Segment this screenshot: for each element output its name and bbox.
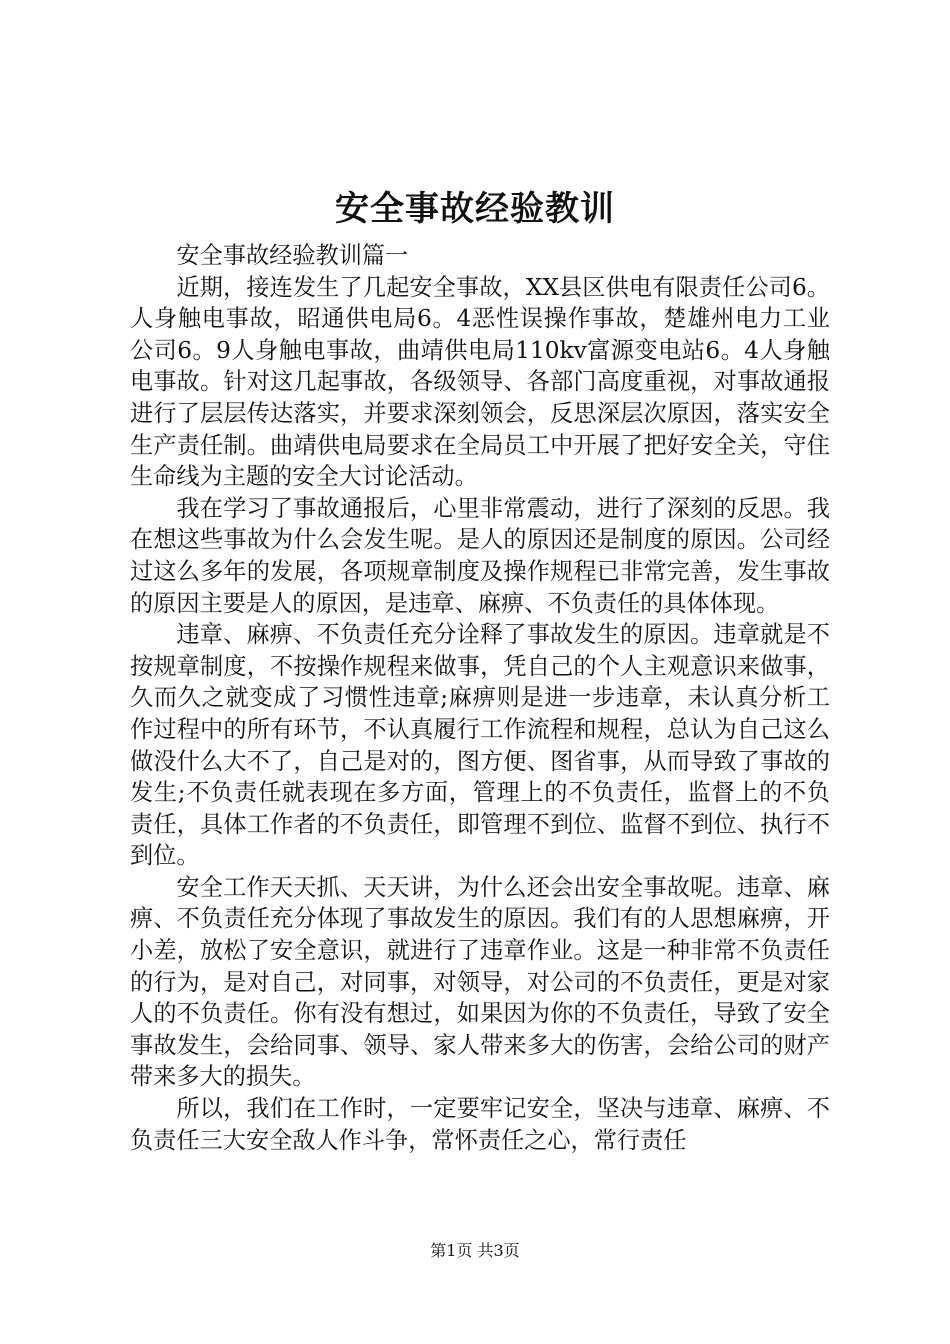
page-number-footer: 第1页 共3页 (430, 1241, 520, 1260)
paragraph-subtitle: 安全事故经验教训篇一 (176, 242, 409, 269)
paragraph-2: 我在学习了事故通报后，心里非常震动，进行了深刻的反思。我在想这些事故为什么会发生呢。是人的原因还是制度的原因。公司经过这么多年的发展，各项规章制度及操作规程已非常完善，发生事故的原因主要是人的原因，是违章、麻痹、不负责任的具体体现。 (130, 494, 830, 617)
paragraph-3: 违章、麻痹、不负责任充分诠释了事故发生的原因。违章就是不按规章制度，不按操作规程来做事，凭自己的个人主观意识来做事，久而久之就变成了习惯性违章;麻痹则是进一步违章，未认真分析工作过程中的所有环节，不认真履行工作流程和规程，总认为自己这么做没什么大不了，自己是对的，图方便、图省事，从而导致了事故的发生;不负责任就表现在多方面，管理上的不负责任，监督上的不负责任，具体工作者的不负责任，即管理不到位、监督不到位、执行不到位。 (130, 621, 830, 870)
document-title: 安全事故经验教训 (335, 189, 615, 229)
paragraph-4: 安全工作天天抓、天天讲，为什么还会出安全事故呢。违章、麻痹、不负责任充分体现了事故发生的原因。我们有的人思想麻痹，开小差，放松了安全意识，就进行了违章作业。这是一种非常不负责任的行为，是对自己，对同事，对领导，对公司的不负责任，更是对家人的不负责任。你有没有想过，如果因为你的不负责任，导致了安全事故发生，会给同事、领导、家人带来多大的伤害，会给公司的财产带来多大的损失。 (130, 873, 830, 1091)
paragraph-5: 所以，我们在工作时，一定要牢记安全，坚决与违章、麻痹、不负责任三大安全敌人作斗争，常怀责任之心，常行责任 (130, 1095, 830, 1154)
document-body (130, 240, 830, 1156)
paragraph-1: 近期，接连发生了几起安全事故，XX县区供电有限责任公司6。人身触电事故，昭通供电局6。4恶性误操作事故，楚雄州电力工业公司6。9人身触电事故，曲靖供电局110kv富源变电站6。4人身触电事故。针对这几起事故，各级领导、各部门高度重视，对事故通报进行了层层传达落实，并要求深刻领会，反思深层次原因，落实安全生产责任制。曲靖供电局要求在全局员工中开展了把好安全关，守住生命线为主题的安全大讨论活动。 (130, 273, 830, 491)
